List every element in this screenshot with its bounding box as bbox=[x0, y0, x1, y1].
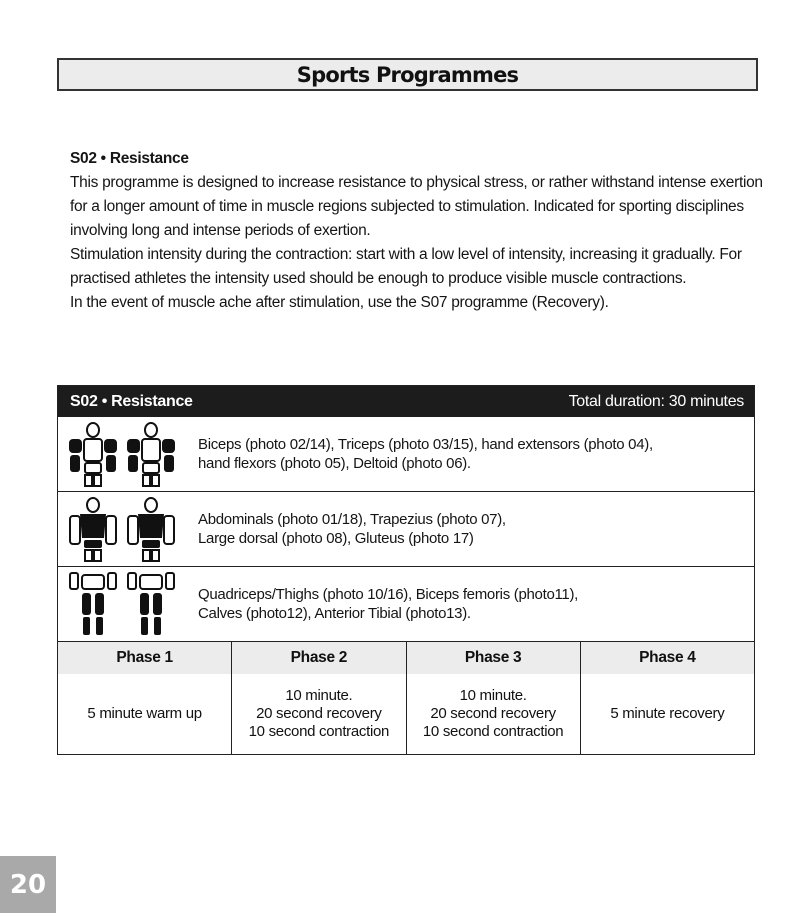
phase-label: Phase 4 bbox=[581, 642, 754, 674]
muscle-group-text bbox=[198, 435, 653, 473]
table-header bbox=[58, 386, 754, 417]
muscle-line-1: Abdominals (photo 01/18), Trapezius (photo 07), bbox=[198, 511, 506, 528]
page-title-box bbox=[57, 58, 758, 91]
muscle-row bbox=[58, 492, 754, 567]
intro-paragraph-2: Stimulation intensity during the contraction: start with a low level of intensity, increasing it gradually. For practised athletes the intensity used should be enough to produce visible muscle contractions. bbox=[70, 246, 742, 287]
muscle-line-2: Large dorsal (photo 08), Gluteus (photo 17) bbox=[198, 530, 474, 547]
programme-table bbox=[57, 385, 755, 755]
phase-line: 10 minute. bbox=[285, 687, 353, 704]
muscle-line-1: Biceps (photo 02/14), Triceps (photo 03/15), hand extensors (photo 04), bbox=[198, 436, 653, 453]
intro-paragraph-3: In the event of muscle ache after stimulation, use the S07 programme (Recovery). bbox=[70, 294, 609, 311]
phase-label: Phase 3 bbox=[407, 642, 580, 674]
muscle-line-1: Quadriceps/Thighs (photo 10/16), Biceps femoris (photo11), bbox=[198, 586, 579, 603]
phase-column-3 bbox=[407, 642, 581, 754]
intro-section bbox=[70, 147, 775, 315]
phase-line: 10 minute. bbox=[459, 687, 527, 704]
phase-description bbox=[581, 674, 754, 754]
phase-description bbox=[407, 674, 580, 754]
phase-line: 20 second recovery bbox=[256, 705, 382, 722]
phase-line: 5 minute warm up bbox=[87, 705, 202, 722]
phase-description bbox=[232, 674, 405, 754]
muscle-group-text bbox=[198, 510, 506, 548]
phase-column-1 bbox=[58, 642, 232, 754]
phase-line: 20 second recovery bbox=[430, 705, 556, 722]
programme-name: S02 • Resistance bbox=[70, 392, 193, 410]
muscle-group-text bbox=[198, 585, 578, 623]
phase-label: Phase 1 bbox=[58, 642, 231, 674]
phase-table bbox=[58, 642, 754, 754]
torso-body-icon bbox=[58, 494, 198, 564]
intro-paragraph-1: This programme is designed to increase resistance to physical stress, or rather withstand intense exertion for a longer amount of time in muscle regions subjected to stimulation. Indicated for sporting disciplines involving long and intense periods of exertion. bbox=[70, 174, 763, 239]
muscle-line-2: Calves (photo12), Anterior Tibial (photo13). bbox=[198, 605, 471, 622]
page-number: 20 bbox=[0, 856, 56, 913]
total-duration: Total duration: 30 minutes bbox=[568, 392, 744, 410]
phase-column-4 bbox=[581, 642, 754, 754]
muscle-row bbox=[58, 417, 754, 492]
phase-line: 5 minute recovery bbox=[610, 705, 725, 722]
page-title: Sports Programmes bbox=[296, 62, 519, 87]
legs-body-icon bbox=[58, 569, 198, 639]
muscle-row bbox=[58, 567, 754, 642]
phase-line: 10 second contraction bbox=[422, 723, 564, 740]
phase-description bbox=[58, 674, 231, 754]
phase-column-2 bbox=[232, 642, 406, 754]
intro-heading: S02 • Resistance bbox=[70, 150, 189, 167]
arms-body-icon bbox=[58, 419, 198, 489]
phase-label: Phase 2 bbox=[232, 642, 405, 674]
phase-line: 10 second contraction bbox=[248, 723, 390, 740]
muscle-line-2: hand flexors (photo 05), Deltoid (photo 06). bbox=[198, 455, 471, 472]
